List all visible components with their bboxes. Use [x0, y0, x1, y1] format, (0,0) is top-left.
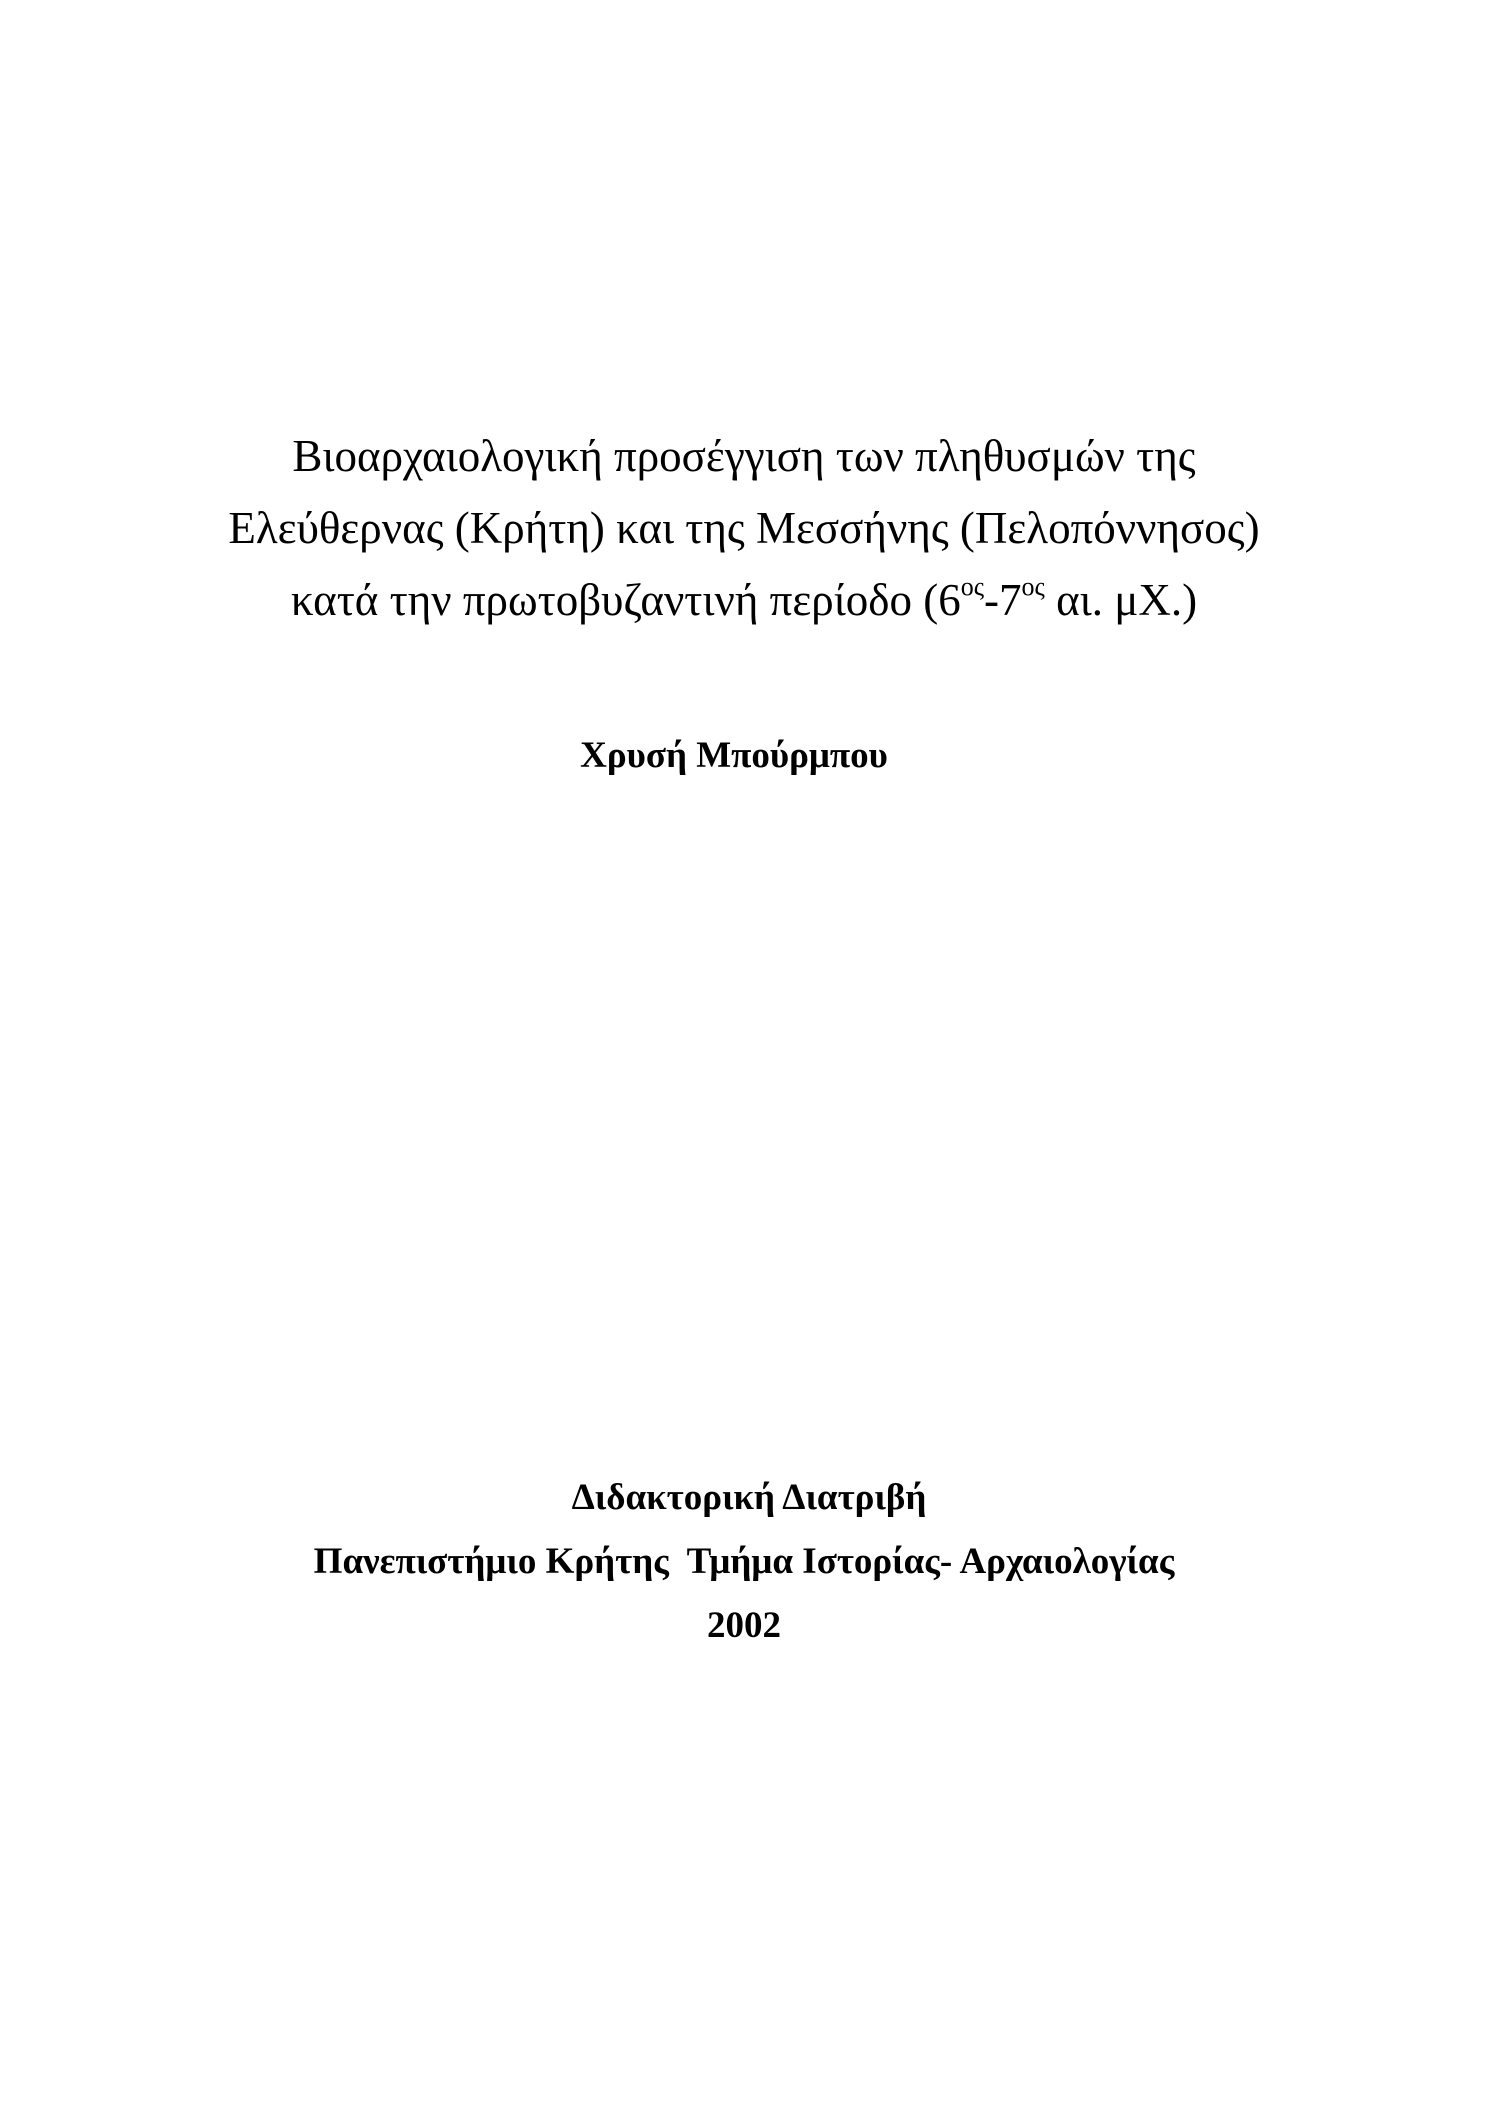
title-line-2: Ελεύθερνας (Κρήτη) και της Μεσσήνης (Πελοπόννησος): [228, 503, 1260, 553]
ordinal-superscript-2: ος: [1021, 572, 1045, 601]
publication-year: 2002: [707, 1605, 781, 1646]
title-line-3-suffix: αι. μΧ.): [1044, 575, 1198, 625]
document-title: [0, 420, 1488, 636]
author-name: Χρυσή Μπούρμπου: [580, 735, 888, 776]
title-line-1: Βιοαρχαιολογική προσέγγιση των πληθυσμών της: [292, 431, 1196, 481]
title-line-3-prefix: κατά την πρωτοβυζαντινή περίοδο (6: [290, 575, 961, 625]
thesis-type: Διδακτορική Διατριβή: [571, 1477, 927, 1518]
institution-block: [0, 1466, 1488, 1658]
title-line-3-mid: -7: [984, 575, 1022, 625]
ordinal-superscript-1: ος: [960, 572, 985, 601]
title-line-3: [0, 564, 1488, 636]
institution-name: Πανεπιστήμιο Κρήτης Τμήμα Ιστορίας- Αρχαιολογίας: [313, 1541, 1175, 1582]
